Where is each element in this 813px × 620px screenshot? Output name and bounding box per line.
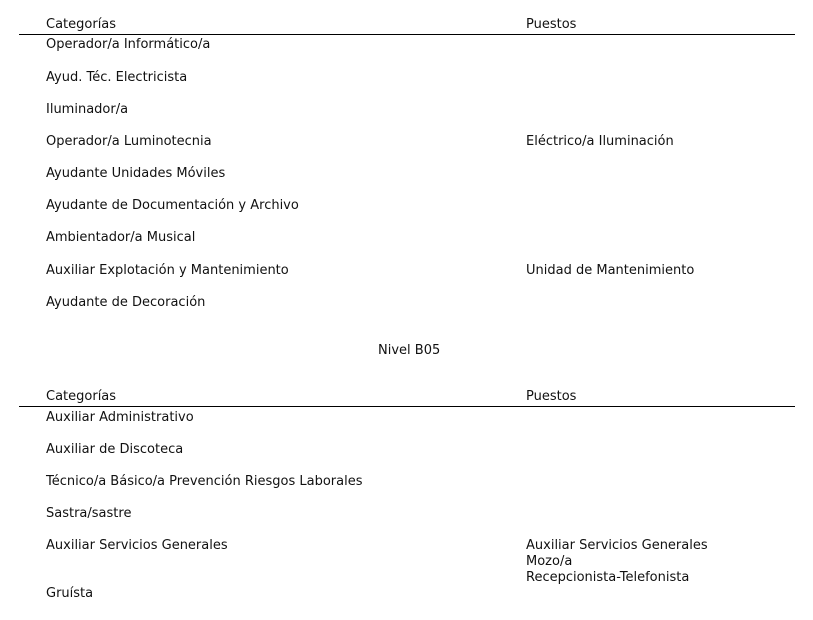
table2-category: Auxiliar Administrativo bbox=[46, 410, 194, 425]
table2-category: Sastra/sastre bbox=[46, 506, 132, 521]
table2-category: Gruísta bbox=[46, 586, 94, 601]
table2-category: Técnico/a Básico/a Prevención Riesgos Laborales bbox=[46, 474, 363, 489]
table1-category: Ayudante Unidades Móviles bbox=[46, 166, 226, 181]
table1-category: Ambientador/a Musical bbox=[46, 230, 196, 245]
table1-header-puestos: Puestos bbox=[526, 17, 577, 32]
table2-position: Auxiliar Servicios Generales bbox=[526, 538, 708, 553]
table1-header-rule bbox=[19, 34, 795, 35]
table2-header-categorias: Categorías bbox=[46, 389, 117, 404]
table2-position: Mozo/a bbox=[526, 554, 573, 569]
table1-category: Auxiliar Explotación y Mantenimiento bbox=[46, 263, 289, 278]
table1-category: Ayudante de Documentación y Archivo bbox=[46, 198, 299, 213]
table2-header-puestos: Puestos bbox=[526, 389, 577, 404]
table1-header-categorias: Categorías bbox=[46, 17, 117, 32]
level-title: Nivel B05 bbox=[378, 343, 441, 358]
table2-header-rule bbox=[19, 406, 795, 407]
table2-category: Auxiliar Servicios Generales bbox=[46, 538, 228, 553]
table2-position: Recepcionista-Telefonista bbox=[526, 570, 690, 585]
table1-category: Ayudante de Decoración bbox=[46, 295, 206, 310]
table1-position: Eléctrico/a Iluminación bbox=[526, 134, 674, 149]
table1-category: Operador/a Informático/a bbox=[46, 37, 211, 52]
table1-position: Unidad de Mantenimiento bbox=[526, 263, 695, 278]
table1-category: Operador/a Luminotecnia bbox=[46, 134, 212, 149]
table2-category: Auxiliar de Discoteca bbox=[46, 442, 184, 457]
table1-category: Iluminador/a bbox=[46, 102, 129, 117]
table1-category: Ayud. Téc. Electricista bbox=[46, 70, 188, 85]
